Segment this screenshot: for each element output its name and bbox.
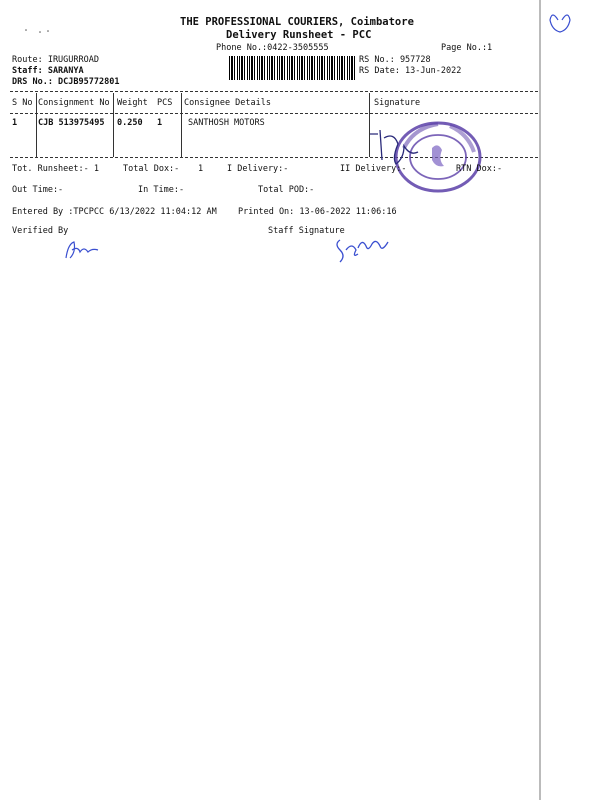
- col-divider: [181, 93, 182, 157]
- table-header-rule: [10, 113, 538, 114]
- rs-number: RS No.: 957728: [359, 55, 431, 65]
- smudge-marks: [20, 26, 60, 38]
- col-divider: [113, 93, 114, 157]
- entered-by: Entered By :TPCPCC 6/13/2022 11:04:12 AM: [12, 207, 217, 217]
- rtn-dox: RTN Dox:-: [456, 164, 503, 174]
- header-consignee: Consignee Details: [184, 98, 271, 108]
- printed-on: Printed On: 13-06-2022 11:06:16: [238, 207, 397, 217]
- i-delivery: I Delivery:-: [227, 164, 289, 174]
- margin-pencil-marks: [530, 0, 600, 800]
- header-signature: Signature: [374, 98, 421, 108]
- table-top-rule: [10, 91, 538, 92]
- phone-number: Phone No.:0422-3505555: [216, 43, 329, 53]
- header-sno: S No: [12, 98, 33, 108]
- total-dox-label: Total Dox:-: [123, 164, 180, 174]
- header-pcs: PCS: [157, 98, 173, 108]
- row-weight: 0.250: [117, 118, 143, 128]
- row-sno: 1: [12, 118, 18, 128]
- rs-date: RS Date: 13-Jun-2022: [359, 66, 462, 76]
- ii-delivery: II Delivery:-: [340, 164, 407, 174]
- signature-scribble: [366, 126, 426, 168]
- header-consignment: Consignment No: [38, 98, 110, 108]
- total-pod: Total POD:-: [258, 185, 315, 195]
- drs-number: DRS No.: DCJB95772801: [12, 77, 120, 87]
- row-consignee: SANTHOSH MOTORS: [188, 118, 265, 128]
- staff-signature: [332, 230, 392, 266]
- page-number: Page No.:1: [441, 43, 493, 53]
- route-label: Route: IRUGURROAD: [12, 55, 99, 65]
- in-time: In Time:-: [138, 185, 185, 195]
- company-title: THE PROFESSIONAL COURIERS, Coimbatore: [180, 16, 414, 28]
- row-pcs: 1: [157, 118, 163, 128]
- tot-runsheet: Tot. Runsheet:- 1: [12, 164, 99, 174]
- runsheet-subtitle: Delivery Runsheet - PCC: [226, 29, 372, 41]
- out-time: Out Time:-: [12, 185, 64, 195]
- verified-by-label: Verified By: [12, 226, 69, 236]
- verifier-signature: [62, 236, 106, 262]
- staff-label: Staff: SARANYA: [12, 66, 84, 76]
- row-consignment: CJB 513975495: [38, 118, 105, 128]
- total-dox-value: 1: [198, 164, 204, 174]
- staff-signature-label: Staff Signature: [268, 226, 345, 236]
- header-weight: Weight: [117, 98, 148, 108]
- barcode: [229, 56, 355, 80]
- col-divider: [36, 93, 37, 157]
